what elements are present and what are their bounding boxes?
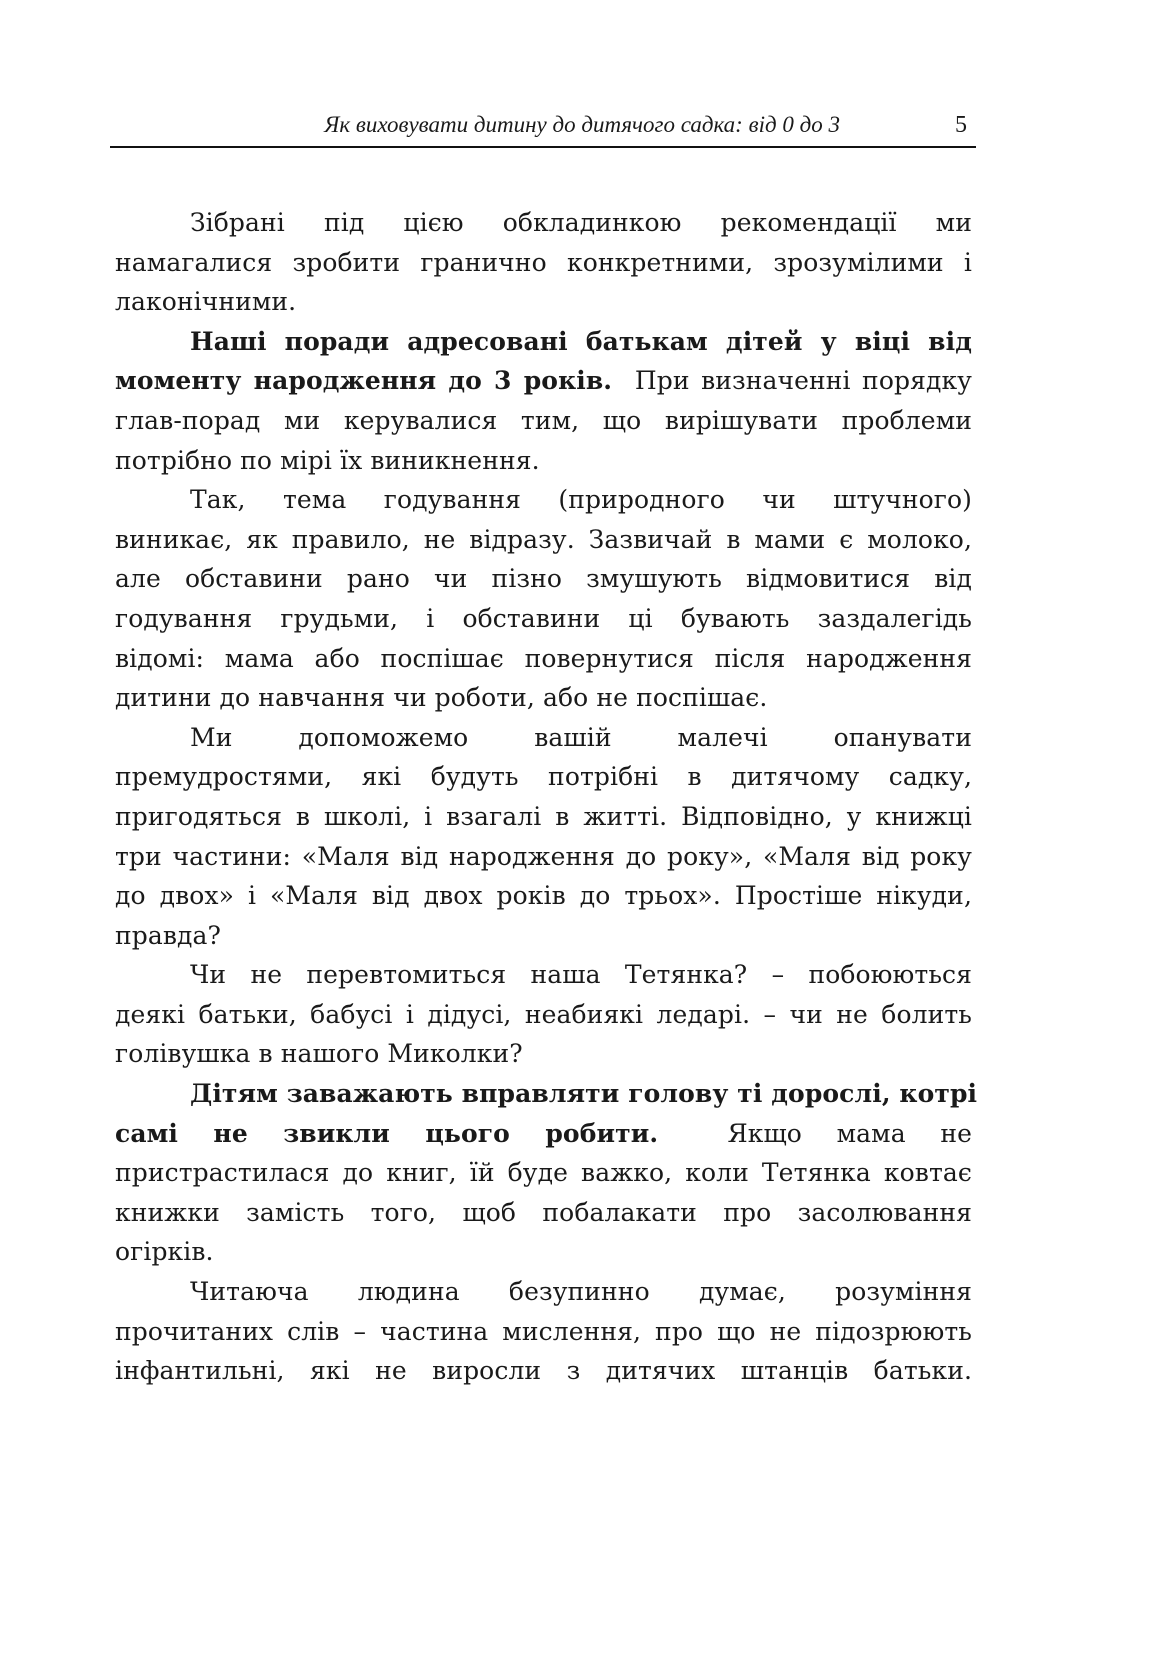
text-line <box>115 837 972 877</box>
text-line <box>115 876 972 916</box>
text-segment: Якщо мама не <box>658 1118 972 1148</box>
text-segment: книжки замість того, щоб побалакати про засолювання <box>115 1197 972 1227</box>
text-line <box>115 916 972 956</box>
text-line <box>115 639 972 679</box>
text-segment: голівушка в нашого Миколки? <box>115 1039 523 1069</box>
text-segment: відомі: мама або поспішає повернутися після народження <box>115 643 972 673</box>
text-line <box>115 1114 972 1154</box>
bold-text: моменту народження до 3 років. <box>115 366 613 396</box>
text-line <box>115 995 972 1035</box>
text-segment: правда? <box>115 920 222 950</box>
text-line <box>115 955 972 995</box>
text-segment: Читаюча людина безупинно думає, розуміння <box>190 1277 972 1307</box>
text-segment: Зібрані під цією обкладинкою рекомендації ми <box>190 208 972 237</box>
text-line <box>115 203 972 243</box>
text-line <box>115 599 972 639</box>
running-header-title: Як виховувати дитину до дитячого садка: від 0 до 3 <box>324 112 840 137</box>
text-line <box>115 361 972 401</box>
text-line <box>115 678 972 718</box>
text-segment: три частини: «Маля від народження до року», «Маля від року <box>115 841 972 871</box>
text-line <box>115 1312 972 1352</box>
text-line <box>115 282 972 322</box>
text-segment: намагалися зробити гранично конкретними, зрозумілими і <box>115 247 972 277</box>
text-line <box>115 441 972 481</box>
bold-text: самі не звикли цього робити. <box>115 1118 659 1148</box>
text-line <box>115 1034 972 1074</box>
text-segment: дитини до навчання чи роботи, або не поспішає. <box>115 683 768 713</box>
text-line <box>115 520 972 560</box>
text-line <box>115 401 972 441</box>
text-segment: лаконічними. <box>115 287 297 317</box>
bold-text: Дітям заважають вправляти голову ті дорослі, котрі <box>190 1079 978 1109</box>
text-line <box>115 757 972 797</box>
text-segment: пригодяться в школі, і взагалі в житті. Відповідно, у книжці <box>115 801 972 831</box>
text-segment: потрібно по мірі їх виникнення. <box>115 445 540 475</box>
text-line <box>115 1153 972 1193</box>
text-segment: виникає, як правило, не відразу. Зазвичай в мами є молоко, <box>115 524 972 554</box>
text-segment: глав-порад ми керувалися тим, що вирішувати проблеми <box>115 405 972 435</box>
body-text <box>115 203 978 1391</box>
bold-text: Наші поради адресовані батькам дітей у віці від <box>190 326 972 356</box>
text-segment: деякі батьки, бабусі і дідусі, неабиякі ледарі. – чи не болить <box>115 999 972 1029</box>
text-segment: Ми допоможемо вашій малечі опанувати <box>190 722 972 752</box>
text-line <box>115 559 972 599</box>
text-segment: годування грудьми, і обставини ці бувають заздалегідь <box>115 603 972 633</box>
text-line <box>115 797 972 837</box>
text-segment: до двох» і «Маля від двох років до трьох». Простіше нікуди, <box>115 881 972 911</box>
text-segment: огірків. <box>115 1237 214 1267</box>
text-line <box>115 1272 972 1312</box>
text-line <box>115 1232 972 1272</box>
text-segment: Чи не перевтомиться наша Тетянка? – побоюються <box>190 960 972 990</box>
text-line <box>115 1074 978 1114</box>
text-line <box>115 322 972 362</box>
text-segment: але обставини рано чи пізно змушують відмовитися від <box>115 564 972 594</box>
text-segment: інфантильні, які не виросли з дитячих штанців батьки. <box>115 1356 972 1386</box>
text-line <box>115 718 972 758</box>
text-line <box>115 480 972 520</box>
text-line <box>115 1193 972 1233</box>
text-segment: премудростями, які будуть потрібні в дитячому садку, <box>115 762 972 792</box>
text-line <box>115 1351 972 1391</box>
text-line <box>115 243 972 283</box>
text-segment: прочитаних слів – частина мислення, про що не підозрюють <box>115 1316 972 1346</box>
text-segment: пристрастилася до книг, їй буде важко, коли Тетянка ковтає <box>115 1158 972 1188</box>
header-divider <box>110 146 976 148</box>
page-number: 5 <box>955 112 967 138</box>
text-segment: При визначенні порядку <box>612 366 972 396</box>
text-segment: Так, тема годування (природного чи штучного) <box>190 485 972 515</box>
